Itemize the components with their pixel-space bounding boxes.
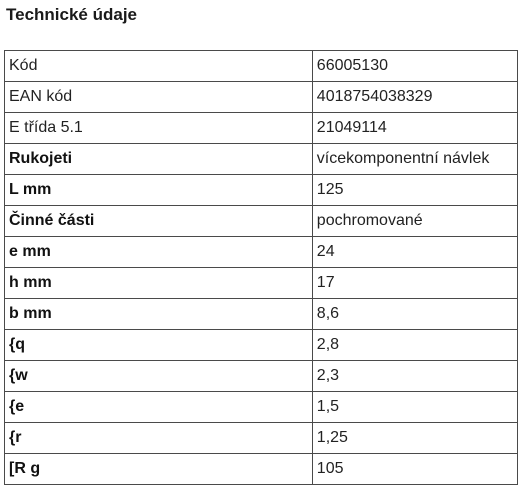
table-row [5, 144, 518, 175]
row-label: {q [5, 330, 313, 361]
row-value: 2,8 [312, 330, 517, 361]
row-value: 17 [312, 268, 517, 299]
row-value: vícekomponentní návlek [312, 144, 517, 175]
row-label: E třída 5.1 [5, 113, 313, 144]
row-value: 66005130 [312, 51, 517, 82]
row-value: 125 [312, 175, 517, 206]
row-label: Činné části [5, 206, 313, 237]
table-row [5, 392, 518, 423]
specs-table [4, 50, 518, 485]
row-value: 4018754038329 [312, 82, 517, 113]
table-row [5, 361, 518, 392]
row-value: pochromované [312, 206, 517, 237]
section-title: Technické údaje [6, 5, 138, 24]
table-row [5, 113, 518, 144]
row-label: L mm [5, 175, 313, 206]
table-row [5, 82, 518, 113]
row-label: EAN kód [5, 82, 313, 113]
row-label: [R g [5, 454, 313, 485]
table-row [5, 299, 518, 330]
row-value: 21049114 [312, 113, 517, 144]
specs-table-body [5, 51, 518, 485]
row-value: 1,5 [312, 392, 517, 423]
row-value: 8,6 [312, 299, 517, 330]
table-row [5, 51, 518, 82]
table-row [5, 268, 518, 299]
table-row [5, 237, 518, 268]
row-label: b mm [5, 299, 313, 330]
table-row [5, 423, 518, 454]
table-row [5, 454, 518, 485]
row-label: Kód [5, 51, 313, 82]
row-label: {r [5, 423, 313, 454]
row-label: {w [5, 361, 313, 392]
row-label: e mm [5, 237, 313, 268]
table-row [5, 330, 518, 361]
row-label: Rukojeti [5, 144, 313, 175]
row-value: 1,25 [312, 423, 517, 454]
row-value: 2,3 [312, 361, 517, 392]
row-value: 24 [312, 237, 517, 268]
row-value: 105 [312, 454, 517, 485]
row-label: {e [5, 392, 313, 423]
row-label: h mm [5, 268, 313, 299]
table-row [5, 175, 518, 206]
table-row [5, 206, 518, 237]
